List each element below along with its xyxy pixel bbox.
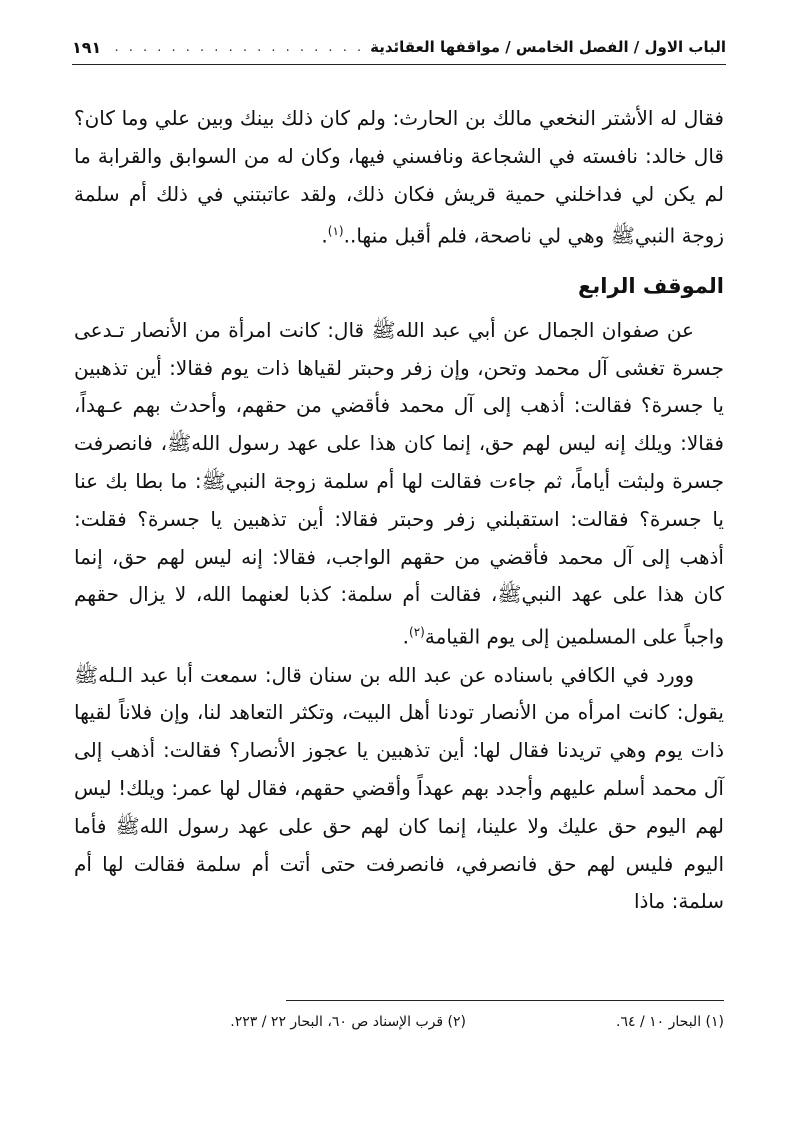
footnotes [74, 1014, 724, 1030]
running-header [72, 30, 726, 65]
section-heading: الموقف الرابع [578, 273, 724, 298]
chapter-title: الباب الاول / الفصل الخامس / مواقفها العقائدية [370, 38, 726, 56]
paragraph [74, 657, 724, 922]
footnote: (٢) قرب الإسناد ص ٦٠، البحار ٢٢ / ٢٢٣. [230, 1014, 467, 1030]
paragraph-text: وورد في الكافي باسناده عن عبد الله بن سنان قال: سمعت أبا عبد الـلهﷺ يقول: كانت امرأه من الأنصار تودنا أهل البيت، وتكثر التعاهد لنا، وإن فلاناً لقيها ذات يوم وهي تريدنا فقال لها: أين تذهبين يا عجوز الأنصار؟ فقالت: أذهب إلى آل محمد أسلم عليهم وأجدد بهم عهداً وأقضي حقهم، فقال لها عمر: ويلك! ليس لهم اليوم حق عليك ولا علينا، إنما كان لهم حق على عهد رسول اللهﷺ فأما اليوم فليس لهم حق فانصرفي، فانصرفت حتى أتت أم سلمة فقالت لها أم سلمة: ماذا [74, 662, 724, 914]
paragraph-text: عن صفوان الجمال عن أبي عبد اللهﷺ قال: كانت امرأة من الأنصار تـدعى جسرة تغشى آل محمد وتحن، وإن زفر وحبتر لقياها ذات يوم فقالا: أين تذهبين يا جسرة؟ فقالت: أذهب إلى آل محمد فأقضي من حقهم، وأحدث بهم عـهداً، فقالا: ويلك إنه ليس لهم حق، إنما كان هذا على عهد رسول اللهﷺ، فانصرفت جسرة ولبثت أياماً، ثم جاءت فقالت لها أم سلمة زوجة النبيﷺ: ما بطا بك عنا يا جسرة؟ فقالت: استقبلني زفر وحبتر فقالا: أين تذهبين يا جسرة؟ فقلت: أذهب إلى آل محمد فأقضي من حقهم الواجب، فقالا: إنه ليس لهم حق، إنما كان هذا على عهد النبيﷺ، فقالت أم سلمة: كذبا لعنهما الله، لا يزال حقهم واجباً على المسلمين إلى يوم القيامة [74, 317, 724, 649]
paragraph-text: فقال له الأشتر النخعي مالك بن الحارث: ولم كان ذلك بينك وبين علي وما كان؟ قال خالد: نافسته في الشجاعة ونافسني فيها، وكان له من السوابق والقرابة ما لم يكن لي فداخلني حمية قريش فكان ذلك، ولقد عاتبتني في ذلك أم سلمة زوجة النبيﷺ وهي لي ناصحة، فلم أقبل منها.. [74, 106, 724, 249]
footnote-divider [286, 1000, 724, 1001]
paragraph: فقال له الأشتر النخعي مالك بن الحارث: ولم كان ذلك بينك وبين علي وما كان؟ قال خالد: نافسته في الشجاعة ونافسني فيها، وكان له من السوابق والقرابة ما لم يكن لي فداخلني حمية قريش فكان ذلك، ولقد عاتبتني في ذلك أم سلمة زوجة النبيﷺ وهي لي ناصحة، فلم أقبل منها..$^{(١)}$. [74, 106, 724, 249]
paragraph: عن صفوان الجمال عن أبي عبد اللهﷺ قال: كانت امرأة من الأنصار تـدعى جسرة تغشى آل محمد وتحن، وإن زفر وحبتر لقياها ذات يوم فقالا: أين تذهبين يا جسرة؟ فقالت: أذهب إلى آل محمد فأقضي من حقهم، وأحدث بهم عـهداً، فقالا: ويلك إنه ليس لهم حق، إنما كان هذا على عهد رسول اللهﷺ، فانصرفت جسرة ولبثت أياماً، ثم جاءت فقالت لها أم سلمة زوجة النبيﷺ: ما بطا بك عنا يا جسرة؟ فقالت: استقبلني زفر وحبتر فقالا: أين تذهبين يا جسرة؟ فقلت: أذهب إلى آل محمد فأقضي من حقهم الواجب، فقالا: إنه ليس لهم حق، إنما كان هذا على عهد النبيﷺ، فقالت أم سلمة: كذبا لعنهما الله، لا يزال حقهم واجباً على المسلمين إلى يوم القيامة$^{(٢)}$. [74, 317, 724, 649]
footnote-marker: (١) [327, 224, 344, 239]
footnote: (١) البحار ١٠ / ٦٤. [616, 1014, 724, 1030]
main-text [74, 100, 724, 921]
leader-dots [107, 40, 364, 55]
footnote-marker: (٢) [409, 625, 425, 640]
page-number: ١٩١ [72, 37, 102, 57]
